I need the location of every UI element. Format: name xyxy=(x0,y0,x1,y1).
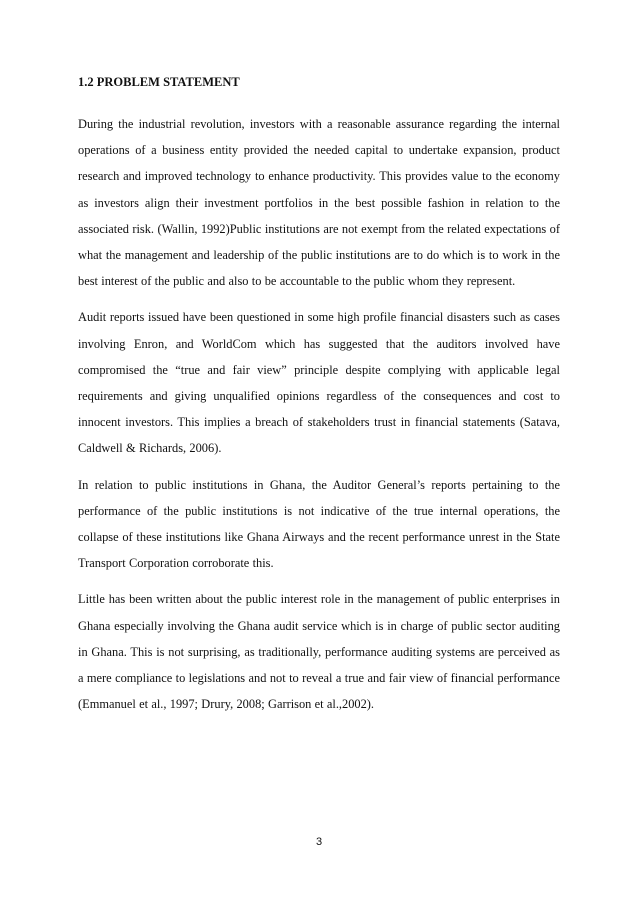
page-number: 3 xyxy=(315,836,323,848)
paragraph-public-institutions-ghana: In relation to public institutions in Ghana, the Auditor General’s reports pertaining to the performance of the public institutions is not indicative of the true internal operations, the collapse of these institutions like Ghana Airways and the recent performance unrest in the State Transport Corporation corroborate this. xyxy=(78,477,560,571)
paragraph-public-interest-role: Little has been written about the public interest role in the management of public enterprises in Ghana especially involving the Ghana audit service which is in charge of public sector auditing in Ghana. This is not surprising, as traditionally, performance auditing systems are perceived as a mere compliance to legislations and not to reveal a true and fair view of financial performance (Emmanuel et al., 1997; Drury, 2008; Garrison et al.,2002). xyxy=(78,592,560,712)
page-content xyxy=(78,74,560,727)
paragraph-audit-reports: Audit reports issued have been questioned in some high profile financial disasters such as cases involving Enron, and WorldCom which has suggested that the auditors involved have compromised the “true and fair view” principle despite complying with applicable legal requirements and giving unqualified opinions regardless of the consequences and cost to innocent investors. This implies a breach of stakeholders trust in financial statements (Satava, Caldwell & Richards, 2006). xyxy=(78,310,560,456)
section-heading: 1.2 PROBLEM STATEMENT xyxy=(78,75,240,89)
paragraph-industrial-revolution: During the industrial revolution, investors with a reasonable assurance regarding the internal operations of a business entity provided the needed capital to undertake expansion, product research and improved technology to enhance productivity. This provides value to the economy as investors align their investment portfolios in the best possible fashion in relation to the associated risk. (Wallin, 1992)Public institutions are not exempt from the related expectations of what the management and leadership of the public institutions are to do which is to work in the best interest of the public and also to be accountable to the public whom they represent. xyxy=(78,117,560,289)
